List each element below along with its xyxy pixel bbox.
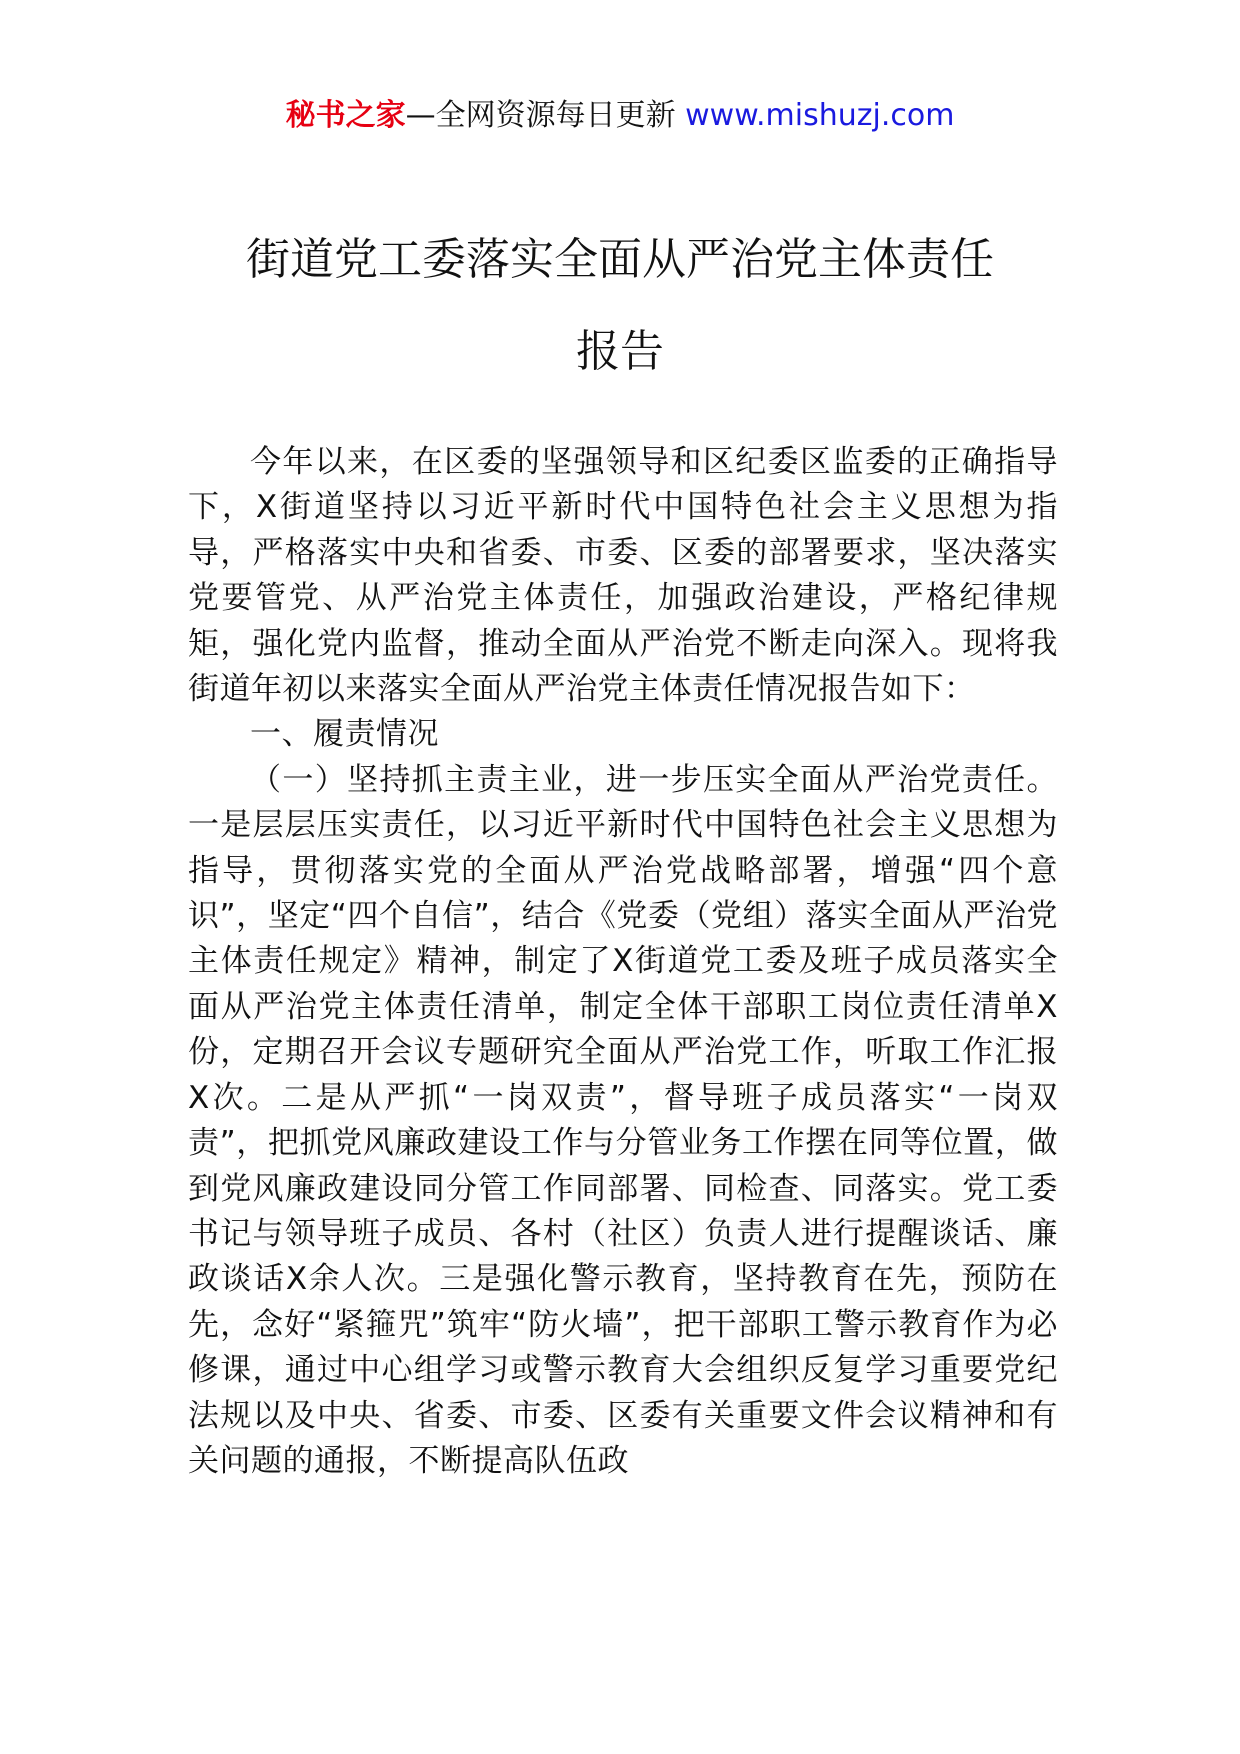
site-url-link[interactable]: www.mishuzj.com [685,98,955,133]
document-title-line-1: 街道党工委落实全面从严治党主体责任 [246,234,994,285]
document-body [188,440,1058,1484]
section-heading: 一、履责情况 [250,716,439,753]
document-title-line-2: 报告 [576,326,664,377]
site-header [0,96,1240,136]
brand-name: 秘书之家 [285,98,406,133]
intro-paragraph: 今年以来，在区委的坚强领导和区纪委区监委的正确指导下，X街道坚持以习近平新时代中国特色社会主义思想为指导，严格落实中央和省委、市委、区委的部署要求，坚决落实党要管党、从严治党主体责任，加强政治建设，严格纪律规矩，强化党内监督，推动全面从严治党不断走向深入。现将我街道年初以来落实全面从严治党主体责任情况报告如下： [188,444,1058,708]
header-slogan: —全网资源每日更新 [405,98,686,133]
body-paragraph: （一）坚持抓主责主业，进一步压实全面从严治党责任。一是层层压实责任，以习近平新时代中国特色社会主义思想为指导，贯彻落实党的全面从严治党战略部署，增强“四个意识”，坚定“四个自信”，结合《党委（党组）落实全面从严治党主体责任规定》精神，制定了X街道党工委及班子成员落实全面从严治党主体责任清单，制定全体干部职工岗位责任清单X份，定期召开会议专题研究全面从严治党工作，听取工作汇报X次。二是从严抓“一岗双责”，督导班子成员落实“一岗双责”，把抓党风廉政建设工作与分管业务工作摆在同等位置，做到党风廉政建设同分管工作同部署、同检查、同落实。党工委书记与领导班子成员、各村（社区）负责人进行提醒谈话、廉政谈话X余人次。三是强化警示教育，坚持教育在先，预防在先，念好“紧箍咒”筑牢“防火墙”，把干部职工警示教育作为必修课，通过中心组学习或警示教育大会组织反复学习重要党纪法规以及中央、省委、市委、区委有关重要文件会议精神和有关问题的通报，不断提高队伍政 [188,761,1058,1479]
